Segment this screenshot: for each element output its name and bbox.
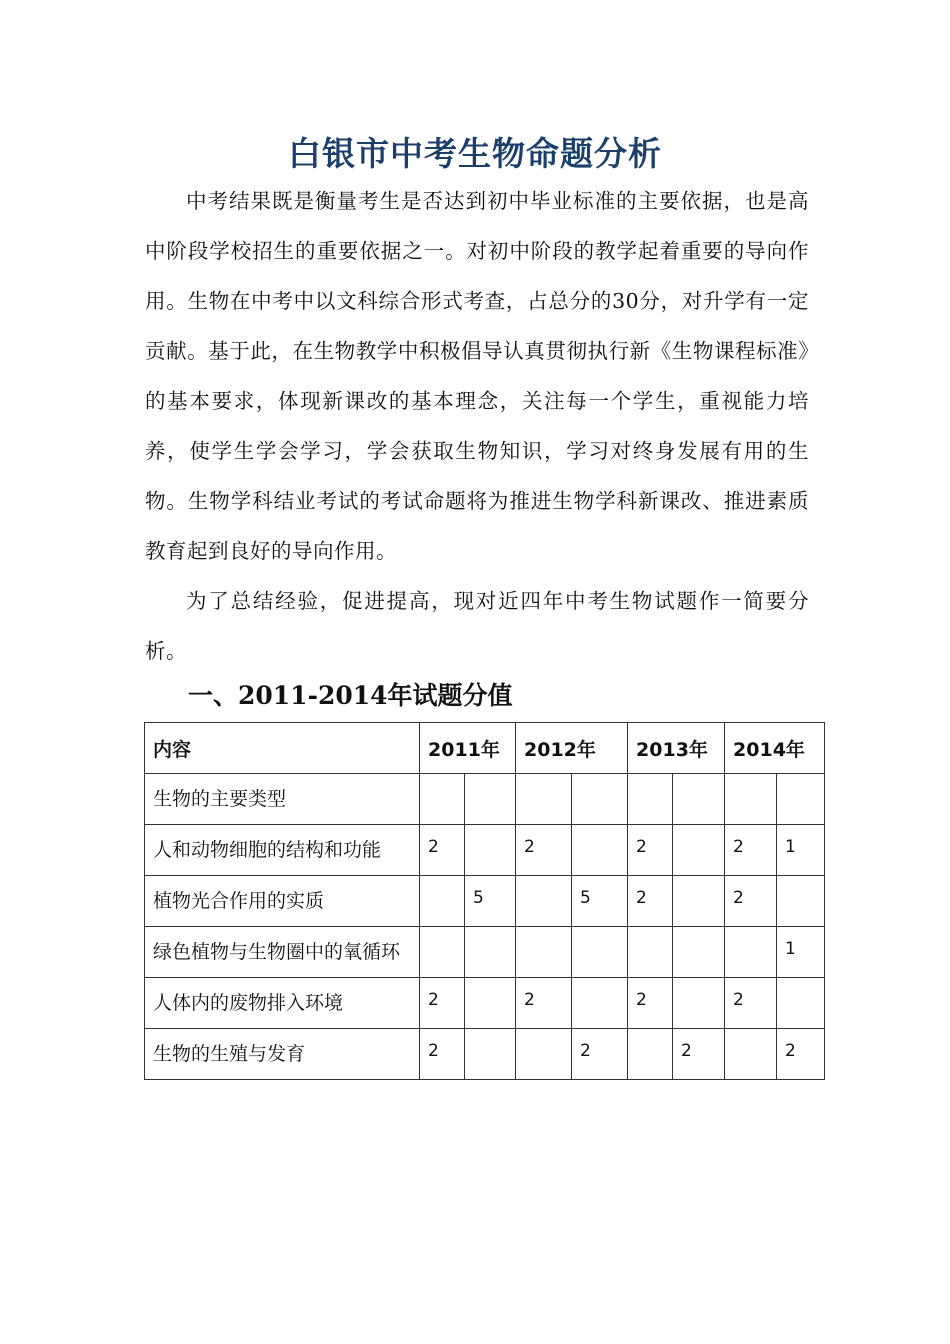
score-cell: 2 xyxy=(725,825,777,876)
score-cell: 1 xyxy=(777,927,825,978)
score-cell: 1 xyxy=(777,825,825,876)
score-cell xyxy=(572,825,628,876)
score-cell xyxy=(725,774,777,825)
score-cell: 2 xyxy=(777,1029,825,1080)
table-body xyxy=(145,774,825,1080)
score-cell xyxy=(628,1029,673,1080)
score-cell: 2 xyxy=(420,1029,465,1080)
score-cell xyxy=(465,927,516,978)
header-year-2012: 2012年 xyxy=(516,723,628,774)
score-cell: 5 xyxy=(572,876,628,927)
score-cell: 2 xyxy=(628,825,673,876)
score-cell xyxy=(673,825,725,876)
score-cell xyxy=(465,978,516,1029)
header-content: 内容 xyxy=(145,723,420,774)
row-label: 人体内的废物排入环境 xyxy=(145,978,420,1029)
score-cell xyxy=(516,1029,572,1080)
score-cell xyxy=(572,978,628,1029)
score-cell xyxy=(725,927,777,978)
row-label: 植物光合作用的实质 xyxy=(145,876,420,927)
row-label: 生物的生殖与发育 xyxy=(145,1029,420,1080)
table-row xyxy=(145,1029,825,1080)
table-row xyxy=(145,774,825,825)
row-label: 绿色植物与生物圈中的氧循环 xyxy=(145,927,420,978)
table-row xyxy=(145,876,825,927)
score-cell xyxy=(777,876,825,927)
row-label: 人和动物细胞的结构和功能 xyxy=(145,825,420,876)
score-cell xyxy=(628,774,673,825)
document-title: 白银市中考生物命题分析 xyxy=(288,134,662,173)
score-cell xyxy=(465,825,516,876)
score-cell xyxy=(572,774,628,825)
header-year-2013: 2013年 xyxy=(628,723,725,774)
score-cell xyxy=(420,774,465,825)
score-cell: 2 xyxy=(572,1029,628,1080)
purpose-paragraph: 为了总结经验，促进提高，现对近四年中考生物试题作一简要分析。 xyxy=(145,589,809,663)
score-cell xyxy=(777,774,825,825)
score-cell xyxy=(628,927,673,978)
score-cell xyxy=(725,1029,777,1080)
score-table xyxy=(144,722,825,1080)
score-cell xyxy=(420,876,465,927)
table-row xyxy=(145,927,825,978)
score-cell: 2 xyxy=(420,825,465,876)
table-header-row xyxy=(145,723,825,774)
score-cell xyxy=(673,978,725,1029)
score-cell xyxy=(516,927,572,978)
header-year-2011: 2011年 xyxy=(420,723,516,774)
table-row xyxy=(145,825,825,876)
score-cell: 2 xyxy=(516,825,572,876)
score-cell: 2 xyxy=(628,876,673,927)
score-cell: 2 xyxy=(516,978,572,1029)
score-cell xyxy=(673,876,725,927)
score-cell: 2 xyxy=(628,978,673,1029)
intro-paragraph: 中考结果既是衡量考生是否达到初中毕业标准的主要依据，也是高中阶段学校招生的重要依据之一。对初中阶段的教学起着重要的导向作用。生物在中考中以文科综合形式考查，占总分的30分，对升学有一定贡献。基于此，在生物教学中积极倡导认真贯彻执行新《生物课程标准》的基本要求，体现新课改的基本理念，关注每一个学生，重视能力培养，使学生学会学习，学会获取生物知识，学习对终身发展有用的生物。生物学科结业考试的考试命题将为推进生物学科新课改、推进素质教育起到良好的导向作用。 xyxy=(145,189,809,563)
row-label: 生物的主要类型 xyxy=(145,774,420,825)
table-row xyxy=(145,978,825,1029)
score-cell xyxy=(420,927,465,978)
score-cell xyxy=(465,774,516,825)
score-cell xyxy=(673,927,725,978)
score-cell xyxy=(516,876,572,927)
score-cell xyxy=(572,927,628,978)
section-heading: 一、2011-2014年试题分值 xyxy=(188,681,513,710)
score-cell: 2 xyxy=(673,1029,725,1080)
score-cell xyxy=(673,774,725,825)
score-cell: 2 xyxy=(725,978,777,1029)
header-year-2014: 2014年 xyxy=(725,723,825,774)
score-cell xyxy=(516,774,572,825)
score-cell: 2 xyxy=(420,978,465,1029)
score-cell: 5 xyxy=(465,876,516,927)
score-cell xyxy=(777,978,825,1029)
score-cell xyxy=(465,1029,516,1080)
score-cell: 2 xyxy=(725,876,777,927)
